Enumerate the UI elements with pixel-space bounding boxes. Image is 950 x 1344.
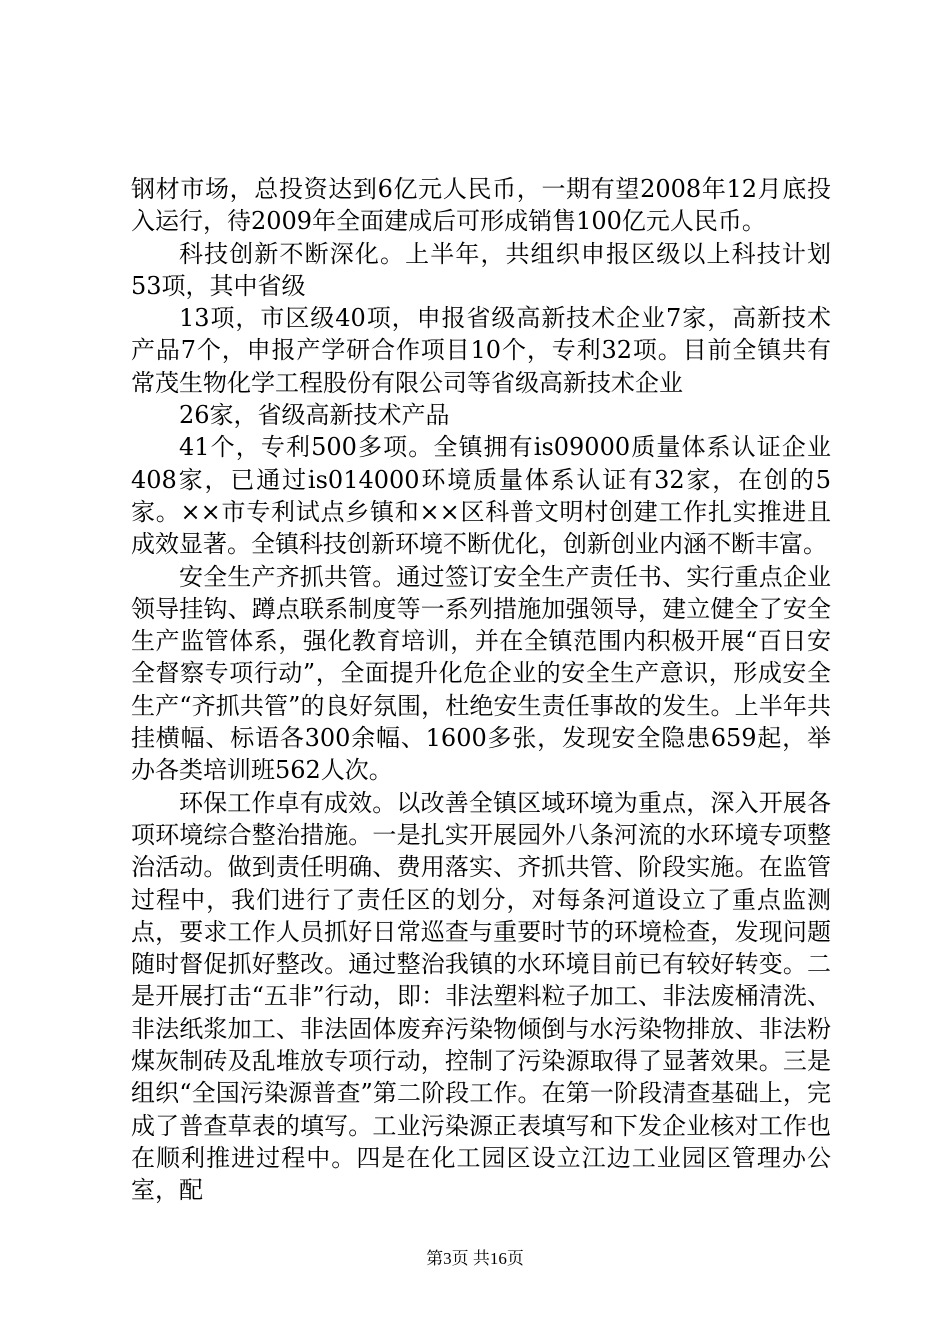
paragraph: 环保工作卓有成效。以改善全镇区域环境为重点，深入开展各项环境综合整治措施。一是扎实开展园外八条河流的水环境专项整治活动。做到责任明确、费用落实、齐抓共管、阶段实施。在监管过程中，我们进行了责任区的划分，对每条河道设立了重点监测点，要求工作人员抓好日常巡查与重要时节的环境检查，发现问题随时督促抓好整改。通过整治我镇的水环境目前已有较好转变。二是开展打击“五非”行动，即：非法塑料粒子加工、非法废桶清洗、非法纸浆加工、非法固体废弃污染物倾倒与水污染物排放、非法粉煤灰制砖及乱堆放专项行动，控制了污染源取得了显著效果。三是组织“全国污染源普查”第二阶段工作。在第一阶段清查基础上，完成了普查草表的填写。工业污染源正表填写和下发企业核对工作也在顺利推进过程中。四是在化工园区设立江边工业园区管理办公室，配 xyxy=(131,788,831,1205)
paragraph: 13项，市区级40项，申报省级高新技术企业7家，高新技术产品7个，申报产学研合作项目10个，专利32项。目前全镇共有常茂生物化学工程股份有限公司等省级高新技术企业 xyxy=(131,304,831,397)
body-text xyxy=(131,173,831,1207)
paragraph: 钢材市场，总投资达到6亿元人民币，一期有望2008年12月底投入运行，待2009年全面建成后可形成销售100亿元人民币。 xyxy=(131,175,831,236)
paragraph: 科技创新不断深化。上半年，共组织申报区级以上科技计划53项，其中省级 xyxy=(131,239,831,300)
page-number: 第3页 共16页 xyxy=(426,1249,524,1268)
page-footer xyxy=(0,1244,950,1269)
paragraph: 41个，专利500多项。全镇拥有is09000质量体系认证企业408家，已通过is014000环境质量体系认证有32家，在创的5家。××市专利试点乡镇和××区科普文明村创建工作扎实推进且成效显著。全镇科技创新环境不断优化，创新创业内涵不断丰富。 xyxy=(131,433,831,559)
paragraph: 26家，省级高新技术产品 xyxy=(179,401,450,430)
paragraph: 安全生产齐抓共管。通过签订安全生产责任书、实行重点企业领导挂钩、蹲点联系制度等一系列措施加强领导，建立健全了安全生产监管体系，强化教育培训，并在全镇范围内积极开展“百日安全督察专项行动”，全面提升化危企业的安全生产意识，形成安全生产“齐抓共管”的良好氛围，杜绝安生责任事故的发生。上半年共挂横幅、标语各300余幅、1600多张，发现安全隐患659起，举办各类培训班562人次。 xyxy=(131,562,831,785)
